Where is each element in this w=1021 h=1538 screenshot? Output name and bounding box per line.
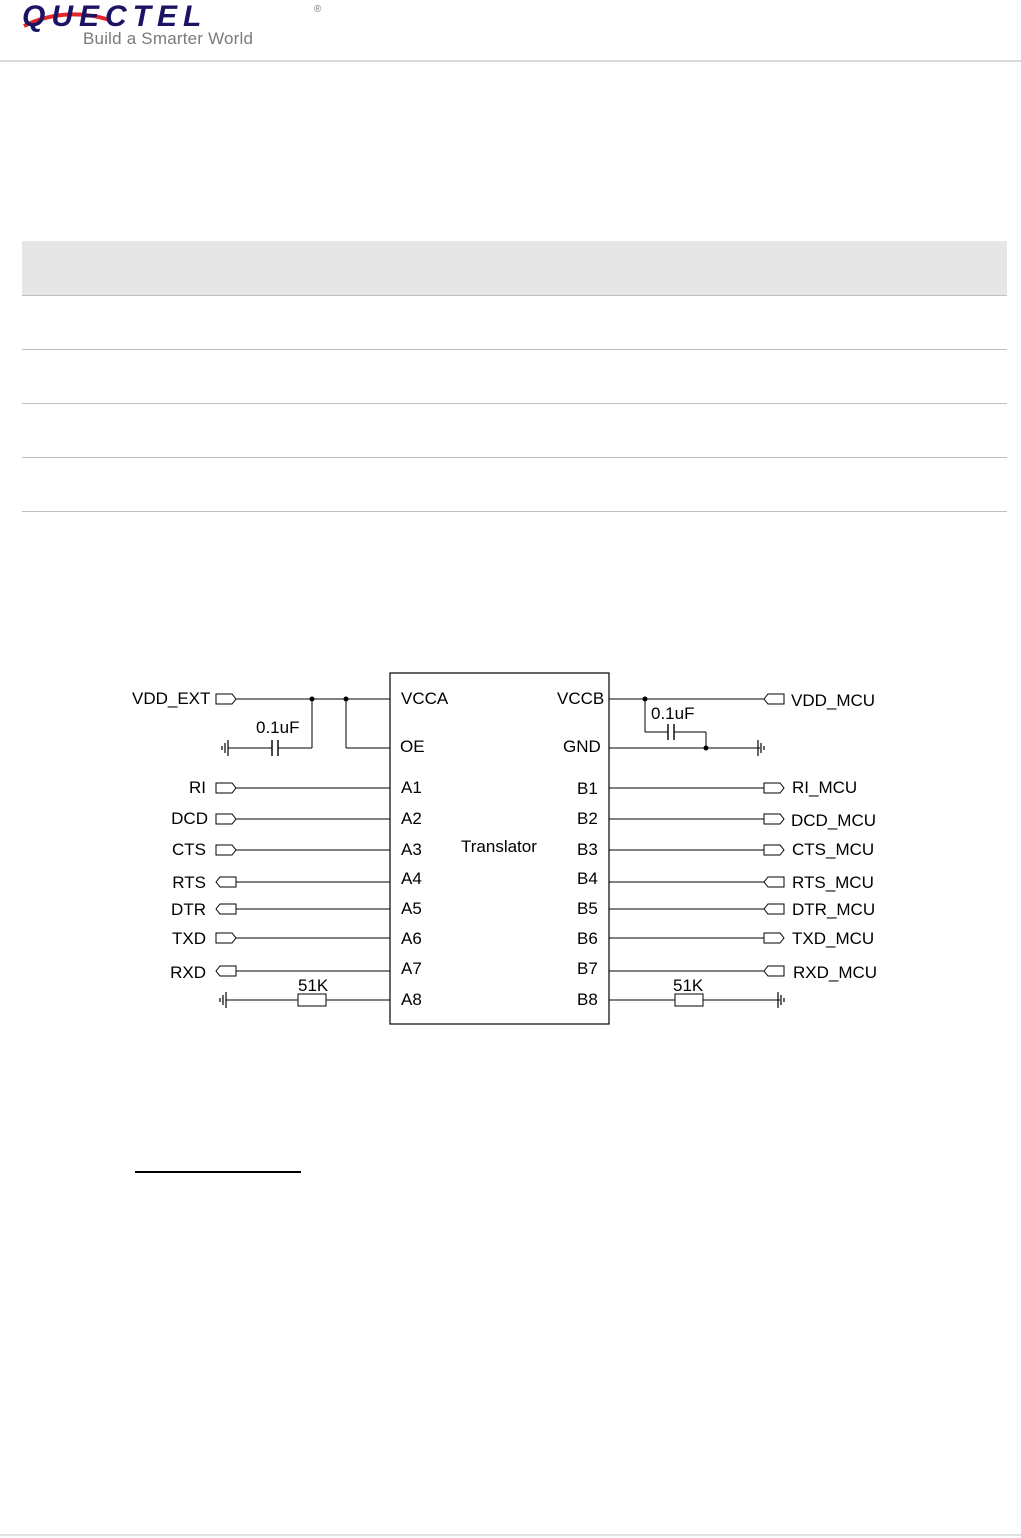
pin-a3: A3 [401,840,422,859]
cap-right-label: 0.1uF [651,704,695,723]
net-b7: RXD_MCU [793,963,878,982]
pin-b1: B1 [577,779,598,798]
pin-a4: A4 [401,869,422,888]
output-port-icon [216,877,236,887]
net-a4: RTS [172,873,206,892]
net-vdd-ext: VDD_EXT [132,689,211,708]
input-port-icon [216,933,236,943]
pin-oe: OE [400,737,425,756]
net-b4: RTS_MCU [792,873,874,892]
input-port-icon [764,904,784,914]
quectel-logo [18,2,338,32]
net-b2: DCD_MCU [791,811,876,830]
net-a1: RI [189,778,206,797]
resistor-right-label: 51K [673,976,704,995]
pin-a7: A7 [401,959,422,978]
vdd-ext-port-icon [216,694,236,704]
net-vdd-mcu: VDD_MCU [791,691,876,710]
table-row [22,404,1007,458]
vdd-mcu-port-icon [764,694,784,704]
net-b3: CTS_MCU [792,840,875,859]
net-b1: RI_MCU [792,778,858,797]
input-port-icon [764,877,784,887]
header-divider [0,60,1021,62]
pin-b2: B2 [577,809,598,828]
level-translator-schematic [0,660,1021,1040]
pin-a8: A8 [401,990,422,1009]
page-header [0,0,1021,60]
footer-divider [0,1534,1021,1536]
resistor-left [298,994,326,1006]
cap-left-label: 0.1uF [256,718,300,737]
pin-b3: B3 [577,840,598,859]
pin-gnd: GND [563,737,601,756]
output-port-icon [764,783,784,793]
net-a3: CTS [172,840,206,859]
pin-vcca: VCCA [401,689,449,708]
resistor-right [675,994,703,1006]
net-a2: DCD [171,809,208,828]
data-table [22,241,1007,512]
logo-wordmark: QUECTEL [22,2,208,32]
input-port-icon [216,845,236,855]
output-port-icon [764,933,784,943]
output-port-icon [216,904,236,914]
chip-label: Translator [461,837,537,856]
pin-b5: B5 [577,899,598,918]
pin-vccb: VCCB [557,689,605,708]
pin-b6: B6 [577,929,598,948]
pin-a2: A2 [401,809,422,828]
net-a7: RXD [170,963,206,982]
net-a6: TXD [172,929,206,948]
net-b6: TXD_MCU [792,929,875,948]
pin-a6: A6 [401,929,422,948]
ground-icon [222,740,228,756]
input-port-icon [216,783,236,793]
table-row [22,296,1007,350]
table-row [22,458,1007,512]
table-row [22,350,1007,404]
resistor-left-label: 51K [298,976,329,995]
registered-mark: ® [314,4,322,15]
table-header [22,241,1007,296]
footnote-divider [135,1171,301,1173]
pin-b8: B8 [577,990,598,1009]
output-port-icon [764,814,784,824]
pin-a1: A1 [401,778,422,797]
input-port-icon [764,966,784,976]
output-port-icon [216,966,236,976]
pin-a5: A5 [401,899,422,918]
input-port-icon [216,814,236,824]
net-b5: DTR_MCU [792,900,876,919]
output-port-icon [764,845,784,855]
pin-b4: B4 [577,869,598,888]
pin-b7: B7 [577,959,598,978]
tagline: Build a Smarter World [83,29,254,48]
net-a5: DTR [171,900,206,919]
ground-icon [220,992,226,1008]
